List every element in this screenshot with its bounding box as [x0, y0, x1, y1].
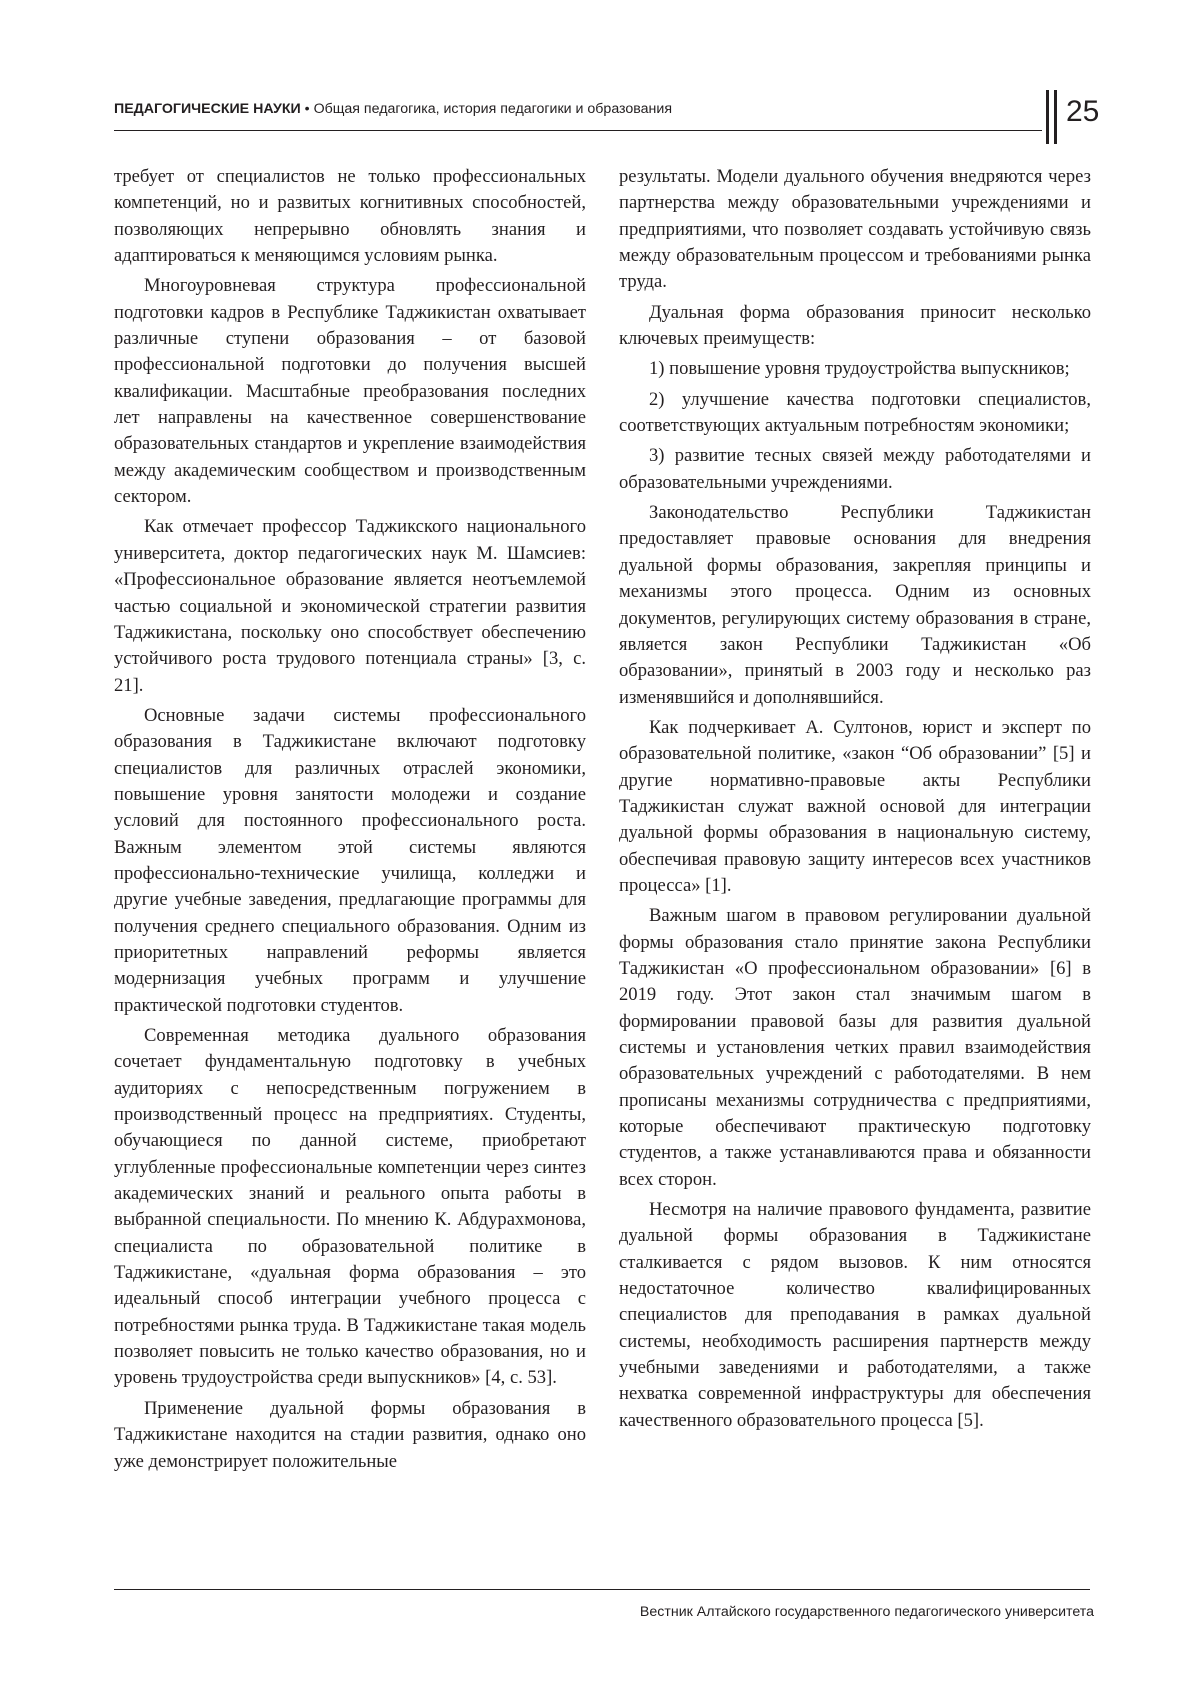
paragraph: Как подчеркивает А. Султонов, юрист и эксперт по образовательной политике, «закон “Об образовании” [5] и другие нормативно-правовые акты Республики Таджикистан служат важной основой для интеграции дуальной формы образования в национальную систему, обеспечивая правовую защиту интересов всех участников процесса» [1].: [619, 716, 1091, 896]
paragraph: Важным шагом в правовом регулировании дуальной формы образования стало принятие закона Республики Таджикистан «О профессиональном образовании» [6] в 2019 году. Этот закон стал значимым шагом в формировании правовой базы для развития дуальной системы и установления четких правил взаимодействия образовательных учреждений с работодателями. В нем прописаны механизмы сотрудничества с предприятиями, которые обеспечивают практическую подготовку студентов, а также устанавливаются права и обязанности всех сторон.: [619, 905, 1091, 1190]
running-footer: Вестник Алтайского государственного педагогического университета: [639, 1604, 1094, 1620]
paragraph: Современная методика дуального образования сочетает фундаментальную подготовку в учебных аудиториях с непосредственным погружением в производственный процесс на предприятиях. Студенты, обучающиеся по данной системе, приобретают углубленные профессиональные компетенции через синтез академических знаний и реального опыта работы в выбранной специальности. По мнению К. Абдурахмонова, специалиста по образовательной политике в Таджикистане, «дуальная форма образования – это идеальный способ интеграции учебного процесса с потребностями рынка труда. В Таджикистане такая модель позволяет повысить не только качество образования, но и уровень трудоустройства среди выпускников» [4, с. 53].: [114, 1025, 586, 1389]
paragraph: требует от специалистов не только профессиональных компетенций, но и развитых когнитивных способностей, позволяющих непрерывно обновлять знания и адаптироваться к меняющимся условиям рынка.: [114, 166, 586, 267]
list-item: 1) повышение уровня трудоустройства выпускников;: [649, 358, 1070, 380]
paragraph: Многоуровневая структура профессиональной подготовки кадров в Республике Таджикистан охватывает различные ступени образования – от базовой профессиональной подготовки до получения высшей квалификации. Масштабные преобразования последних лет направлены на качественное совершенствование образовательных стандартов и укрепление взаимодействия между академическим сообществом и производственным сектором.: [114, 275, 586, 508]
header-rule: [114, 130, 1042, 131]
paragraph: Дуальная форма образования приносит несколько ключевых преимуществ:: [619, 301, 1091, 350]
header-double-bar-right: [1054, 90, 1057, 144]
paragraph: Законодательство Республики Таджикистан предоставляет правовые основания для внедрения дуальной формы образования, закрепляя принципы и механизмы этого процесса. Одним из основных документов, регулирующих систему образования в стране, является закон Республики Таджикистан «Об образовании», принятый в 2003 году и несколько раз изменявшийся и дополнявшийся.: [619, 502, 1091, 708]
footer-rule: [114, 1589, 1090, 1590]
list-item: 2) улучшение качества подготовки специалистов, соответствующих актуальным потребностям экономики;: [619, 388, 1091, 437]
page-number: 25: [1066, 95, 1100, 128]
header-separator: •: [300, 101, 314, 117]
left-column: [114, 164, 586, 1479]
running-header: [114, 100, 1039, 118]
paragraph: Применение дуальной формы образования в Таджикистане находится на стадии развития, однако оно уже демонстрирует положительные: [114, 1397, 586, 1472]
paragraph: Основные задачи системы профессионального образования в Таджикистане включают подготовку специалистов для различных отраслей экономики, повышение уровня занятости молодежи и создание условий для постоянного профессионального роста. Важным элементом этой системы являются профессионально-технические училища, колледжи и другие учебные заведения, предлагающие программы для получения среднего специального образования. Одним из приоритетных направлений реформы является модернизация учебных программ и улучшение практической подготовки студентов.: [114, 704, 586, 1016]
paragraph: Несмотря на наличие правового фундамента, развитие дуальной формы образования в Таджикистане сталкивается с рядом вызовов. К ним относятся недостаточное количество квалифицированных специалистов для преподавания в рамках дуальной системы, необходимость расширения партнерств между учебными заведениями и работодателями, а также нехватка современной инфраструктуры для обеспечения качественного образовательного процесса [5].: [619, 1199, 1091, 1431]
header-double-bar-left: [1046, 90, 1049, 144]
list-item: 3) развитие тесных связей между работодателями и образовательными учреждениями.: [619, 445, 1091, 493]
header-subsection: Общая педагогика, история педагогики и образования: [313, 101, 672, 117]
header-section: ПЕДАГОГИЧЕСКИЕ НАУКИ: [114, 101, 301, 117]
paragraph: результаты. Модели дуального обучения внедряются через партнерства между образовательными учреждениями и предприятиями, что позволяет создавать устойчивую связь между образовательным процессом и требованиями рынка труда.: [619, 166, 1091, 293]
paragraph: Как отмечает профессор Таджикского национального университета, доктор педагогических наук М. Шамсиев: «Профессиональное образование является неотъемлемой частью социальной и экономической стратегии развития Таджикистана, поскольку оно способствует обеспечению устойчивого роста трудового потенциала страны» [3, с. 21].: [114, 516, 586, 696]
right-column: [619, 164, 1091, 1438]
